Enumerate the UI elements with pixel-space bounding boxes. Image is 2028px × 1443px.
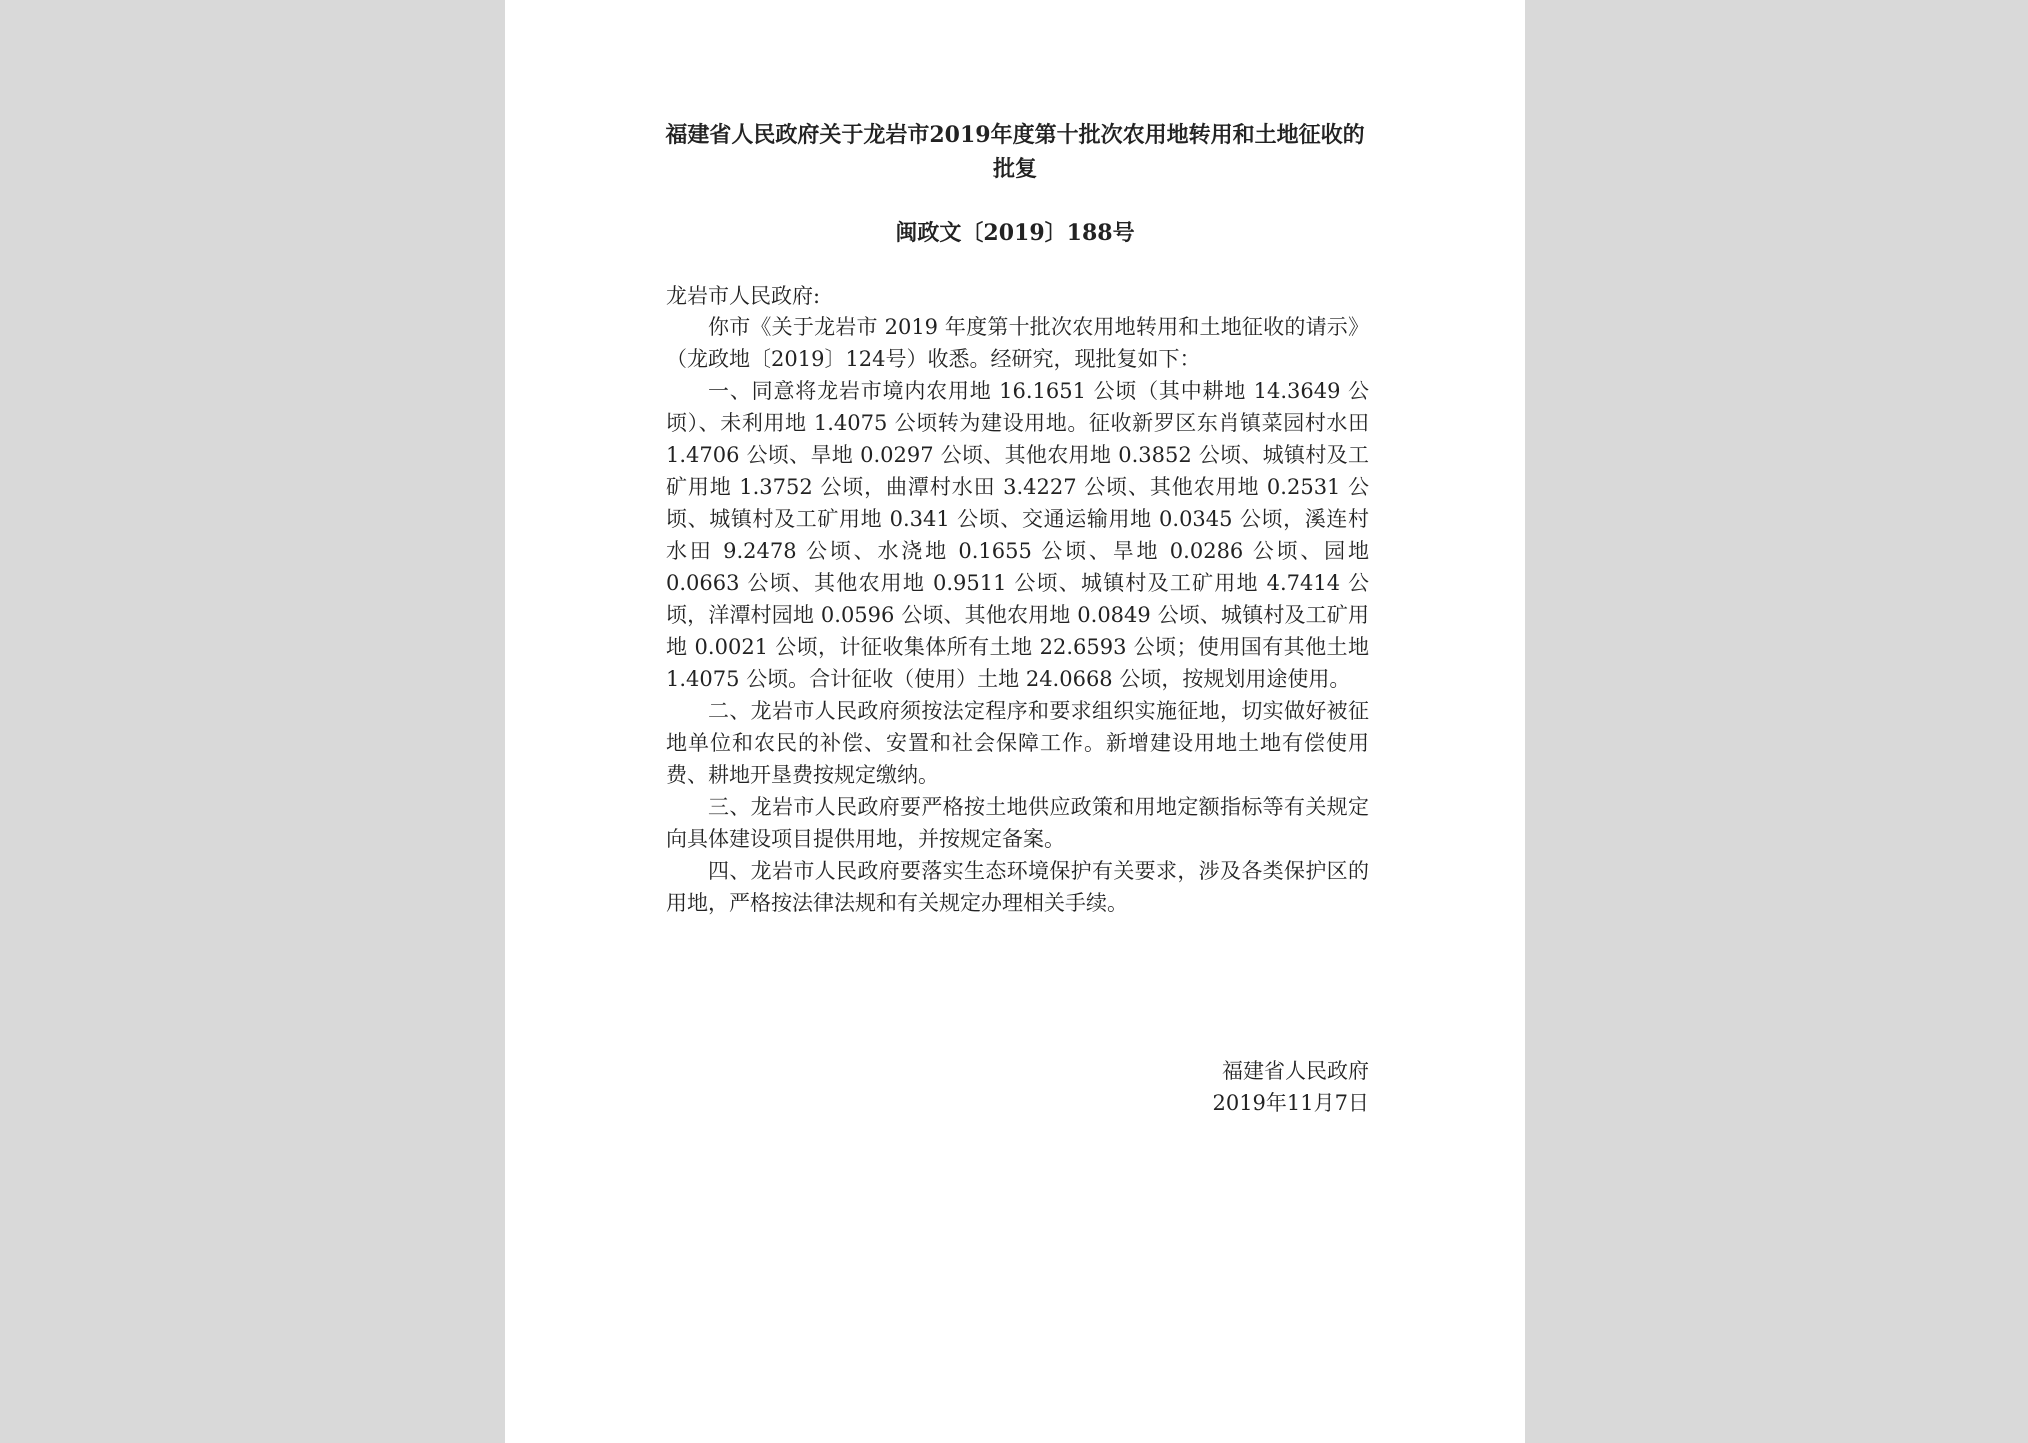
paragraph-item-1: 一、同意将龙岩市境内农用地 16.1651 公顷（其中耕地 14.3649 公顷）、未利用地 1.4075 公顷转为建设用地。征收新罗区东肖镇菜园村水田 1.4706 公顷、旱地 0.0297 公顷、其他农用地 0.3852 公顷、城镇村及工矿用地 1.3752 公顷，曲潭村水田 3.4227 公顷、其他农用地 0.2531 公顷、城镇村及工矿用地 0.341 公顷、交通运输用地 0.0345 公顷，溪连村水田 9.2478 公顷、水浇地 0.1655 公顷、旱地 0.0286 公顷、园地 0.0663 公顷、其他农用地 0.9511 公顷、城镇村及工矿用地 4.7414 公顷，洋潭村园地 0.0596 公顷、其他农用地 0.0849 公顷、城镇村及工矿用地 0.0021 公顷，计征收集体所有土地 22.6593 公顷；使用国有其他土地 1.4075 公顷。合计征收（使用）土地 24.0668 公顷，按规划用途使用。 [666,379,1369,691]
paragraph-item-3: 三、龙岩市人民政府要严格按土地供应政策和用地定额指标等有关规定向具体建设项目提供用地，并按规定备案。 [666,795,1369,851]
paragraph-item-2: 二、龙岩市人民政府须按法定程序和要求组织实施征地，切实做好被征地单位和农民的补偿、安置和社会保障工作。新增建设用地土地有偿使用费、耕地开垦费按规定缴纳。 [666,699,1369,787]
addressee: 龙岩市人民政府: [666,284,821,308]
paragraph-item-4: 四、龙岩市人民政府要落实生态环境保护有关要求，涉及各类保护区的用地，严格按法律法规和有关规定办理相关手续。 [666,859,1369,915]
paragraph-intro: 你市《关于龙岩市 2019 年度第十批次农用地转用和土地征收的请示》（龙政地〔2019〕124号）收悉。经研究，现批复如下： [666,315,1369,371]
document-page [505,0,1525,1443]
document-body [666,311,1369,919]
signature-issuer: 福建省人民政府 [1222,1059,1369,1083]
signature-block [1212,1055,1369,1119]
document-number: 闽政文〔2019〕188号 [895,220,1135,246]
document-title: 福建省人民政府关于龙岩市2019年度第十批次农用地转用和土地征收的批复 [665,122,1365,182]
signature-date: 2019年11月7日 [1212,1091,1369,1115]
